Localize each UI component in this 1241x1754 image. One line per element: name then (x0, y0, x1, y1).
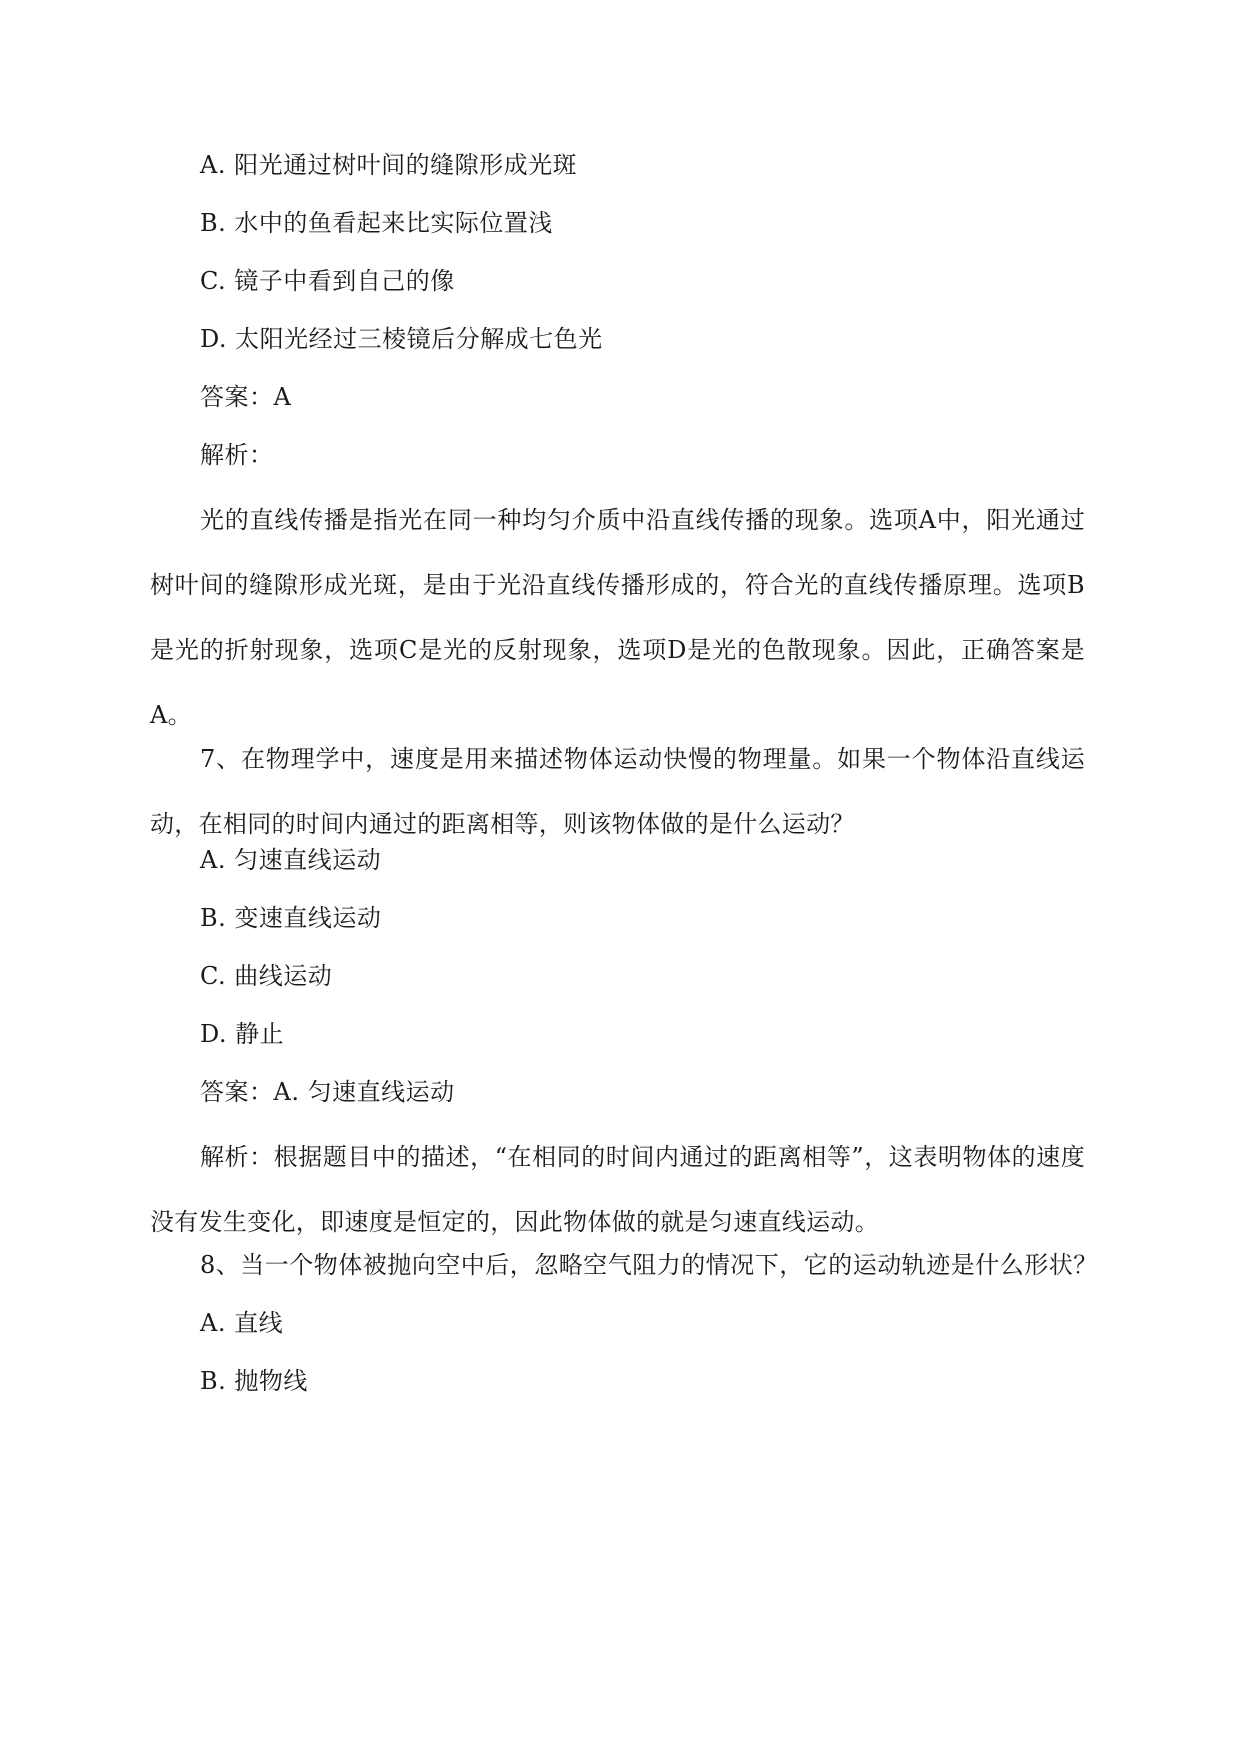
q8-option-b: B. 抛物线 (200, 1367, 308, 1395)
q6-analysis-label: 解析： (200, 441, 274, 469)
q6-option-b: B. 水中的鱼看起来比实际位置浅 (200, 209, 553, 237)
q7-analysis: 解析：根据题目中的描述，“在相同的时间内通过的距离相等”，这表明物体的速度没有发生变化，即速度是恒定的，因此物体做的就是匀速直线运动。 (150, 1143, 1085, 1236)
q7-option-a: A. 匀速直线运动 (200, 846, 382, 874)
q6-answer: 答案：A (200, 383, 292, 411)
q6-option-d: D. 太阳光经过三棱镜后分解成七色光 (200, 325, 603, 353)
q6-option-c: C. 镜子中看到自己的像 (200, 267, 455, 295)
q8-option-a: A. 直线 (200, 1309, 284, 1337)
q7-option-c: C. 曲线运动 (200, 962, 333, 990)
q7-option-d: D. 静止 (200, 1020, 285, 1048)
q8-question: 8、当一个物体被抛向空中后，忽略空气阻力的情况下，它的运动轨迹是什么形状？ (200, 1251, 1098, 1279)
q6-analysis-text: 光的直线传播是指光在同一种均匀介质中沿直线传播的现象。选项A中，阳光通过树叶间的缝隙形成光斑，是由于光沿直线传播形成的，符合光的直线传播原理。选项B是光的折射现象，选项C是光的反射现象，选项D是光的色散现象。因此，正确答案是A。 (150, 506, 1085, 729)
q6-option-a: A. 阳光通过树叶间的缝隙形成光斑 (200, 151, 578, 179)
q7-answer: 答案：A. 匀速直线运动 (200, 1078, 455, 1106)
q7-option-b: B. 变速直线运动 (200, 904, 382, 932)
q7-question: 7、在物理学中，速度是用来描述物体运动快慢的物理量。如果一个物体沿直线运动，在相同的时间内通过的距离相等，则该物体做的是什么运动？ (150, 745, 1085, 838)
